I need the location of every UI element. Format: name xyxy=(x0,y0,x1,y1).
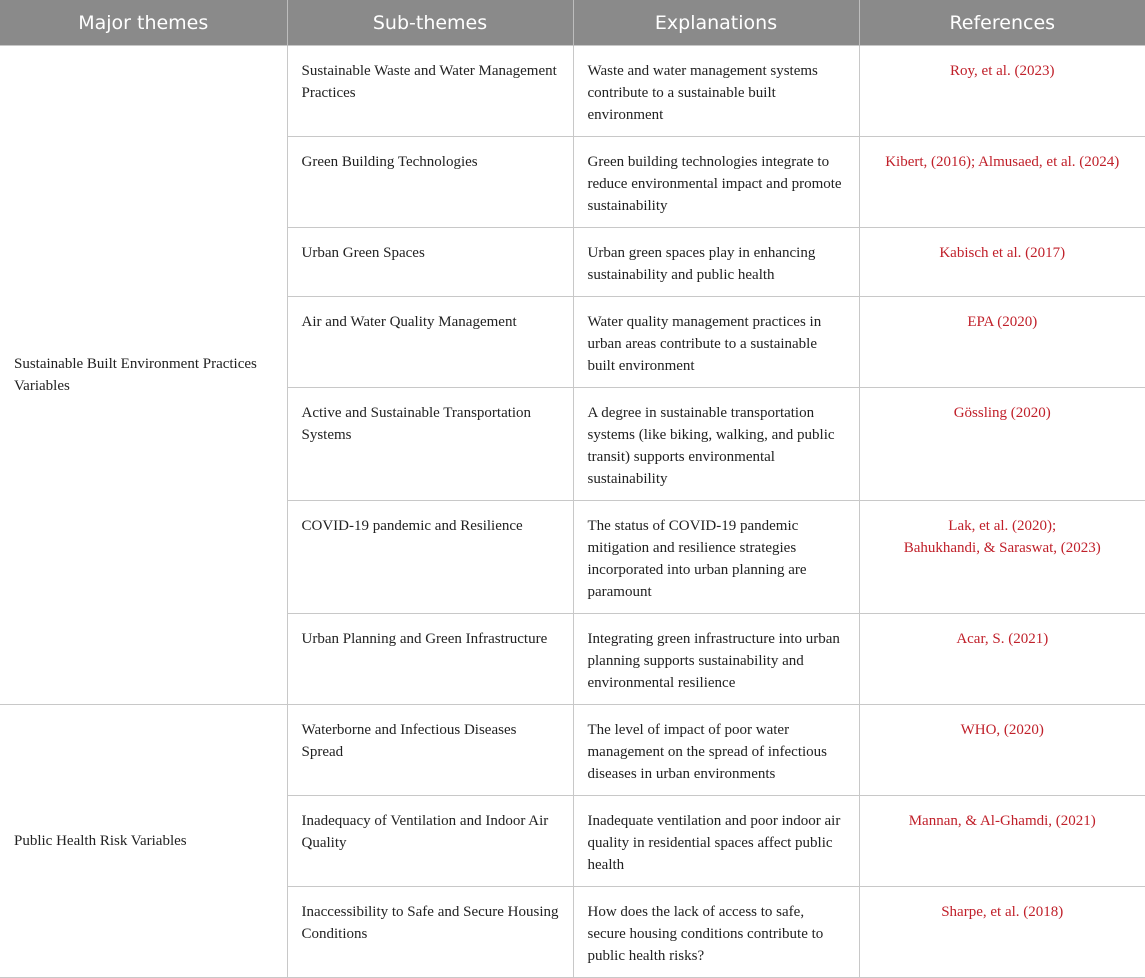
header-references: References xyxy=(859,0,1145,46)
explanation-cell: The level of impact of poor water management on the spread of infectious diseases in urban environments xyxy=(573,705,859,796)
reference-cell xyxy=(859,705,1145,796)
header-sub-themes: Sub-themes xyxy=(287,0,573,46)
reference-cell xyxy=(859,614,1145,705)
reference-link[interactable]: Kabisch et al. (2017) xyxy=(939,245,1066,261)
header-row xyxy=(0,0,1145,46)
reference-link[interactable]: Bahukhandi, & Saraswat, (2023) xyxy=(903,540,1101,556)
sub-theme-cell: Active and Sustainable Transportation Systems xyxy=(287,388,573,501)
reference-cell xyxy=(859,796,1145,887)
explanation-cell: Integrating green infrastructure into urban planning supports sustainability and environmental resilience xyxy=(573,614,859,705)
explanation-cell: How does the lack of access to safe, secure housing conditions contribute to public health risks? xyxy=(573,887,859,978)
reference-link[interactable]: Mannan, & Al-Ghamdi, (2021) xyxy=(908,813,1096,829)
sub-theme-cell: COVID-19 pandemic and Resilience xyxy=(287,501,573,614)
reference-link[interactable]: Gössling (2020) xyxy=(953,405,1051,421)
header-major-themes: Major themes xyxy=(0,0,287,46)
sub-theme-cell: Green Building Technologies xyxy=(287,137,573,228)
explanation-cell: Waste and water management systems contribute to a sustainable built environment xyxy=(573,46,859,137)
reference-link[interactable]: Roy, et al. (2023) xyxy=(950,63,1055,79)
sub-theme-cell: Waterborne and Infectious Diseases Spread xyxy=(287,705,573,796)
explanation-cell: The status of COVID-19 pandemic mitigation and resilience strategies incorporated into urban planning are paramount xyxy=(573,501,859,614)
table-body xyxy=(0,46,1145,978)
reference-cell xyxy=(859,297,1145,388)
major-theme-cell: Public Health Risk Variables xyxy=(0,705,287,978)
reference-cell xyxy=(859,388,1145,501)
sub-theme-cell: Urban Planning and Green Infrastructure xyxy=(287,614,573,705)
explanation-cell: Green building technologies integrate to reduce environmental impact and promote sustainability xyxy=(573,137,859,228)
sub-theme-cell: Urban Green Spaces xyxy=(287,228,573,297)
reference-link[interactable]: WHO, (2020) xyxy=(960,722,1044,738)
major-theme-cell: Sustainable Built Environment Practices Variables xyxy=(0,46,287,705)
explanation-cell: Water quality management practices in urban areas contribute to a sustainable built environment xyxy=(573,297,859,388)
sub-theme-cell: Inaccessibility to Safe and Secure Housing Conditions xyxy=(287,887,573,978)
reference-link[interactable]: EPA (2020) xyxy=(967,314,1038,330)
reference-link[interactable]: Lak, et al. (2020); xyxy=(948,518,1057,534)
explanation-cell: A degree in sustainable transportation systems (like biking, walking, and public transit) supports environmental sustainability xyxy=(573,388,859,501)
reference-link[interactable]: Acar, S. (2021) xyxy=(956,631,1049,647)
reference-cell xyxy=(859,228,1145,297)
reference-cell xyxy=(859,46,1145,137)
explanation-cell: Inadequate ventilation and poor indoor air quality in residential spaces affect public health xyxy=(573,796,859,887)
reference-link[interactable]: Sharpe, et al. (2018) xyxy=(941,904,1064,920)
table-row xyxy=(0,705,1145,796)
header-explanations: Explanations xyxy=(573,0,859,46)
reference-cell xyxy=(859,501,1145,614)
reference-link[interactable]: Kibert, (2016); Almusaed, et al. (2024) xyxy=(885,154,1120,170)
sub-theme-cell: Sustainable Waste and Water Management Practices xyxy=(287,46,573,137)
sub-theme-cell: Air and Water Quality Management xyxy=(287,297,573,388)
reference-cell xyxy=(859,137,1145,228)
sub-theme-cell: Inadequacy of Ventilation and Indoor Air Quality xyxy=(287,796,573,887)
explanation-cell: Urban green spaces play in enhancing sustainability and public health xyxy=(573,228,859,297)
table-row xyxy=(0,46,1145,137)
